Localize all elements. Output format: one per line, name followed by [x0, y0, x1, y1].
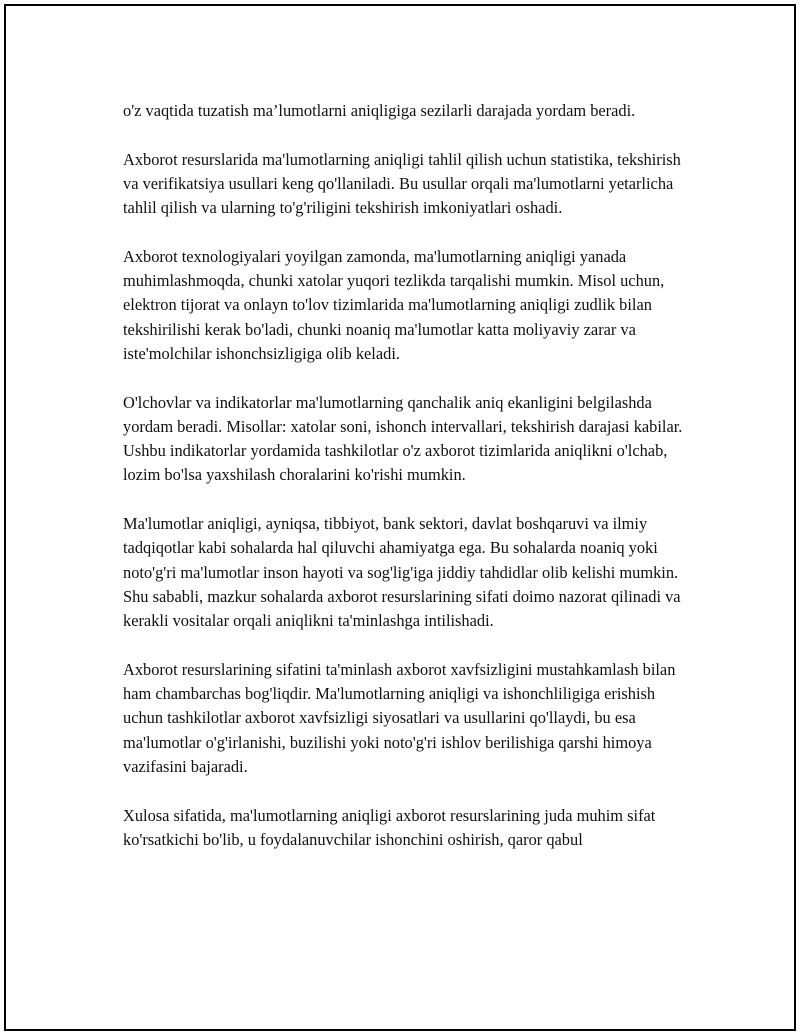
paragraph-3: Axborot texnologiyalari yoyilgan zamonda, ma'lumotlarning aniqligi yanada muhimlashmoqda, chunki xatolar yuqori tezlikda tarqalishi mumkin. Misol uchun, elektron tijorat va onlayn to'lov tizimlarida ma'lumotlarning aniqligi zudlik bilan tekshirilishi kerak bo'ladi, chunki noaniq ma'lumotlar katta moliyaviy zarar va iste'molchilar ishonchsizligiga olib keladi.: [123, 246, 665, 363]
page-frame: [4, 4, 796, 1031]
paragraph-5: Ma'lumotlar aniqligi, ayniqsa, tibbiyot, bank sektori, davlat boshqaruvi va ilmiy tadqiqotlar kabi sohalarda hal qiluvchi ahamiyatga ega. Bu sohalarda noaniq yoki noto'g'ri ma'lumotlar inson hayoti va sog'lig'iga jiddiy tahdidlar olib kelishi mumkin. Shu sababli, mazkur sohalarda axborot resurslarining sifati doimo nazorat qilinadi va kerakli vositalar orqali aniqlikni ta'minlashga intilishadi.: [123, 514, 681, 631]
document-body: [123, 99, 695, 877]
paragraph-4: O'lchovlar va indikatorlar ma'lumotlarning qanchalik aniq ekanligini belgilashda yordam beradi. Misollar: xatolar soni, ishonch intervallari, tekshirish darajasi kabilar. Ushbu indikatorlar yordamida tashkilotlar o'z axborot tizimlarida aniqlikni o'lchab, lozim bo'lsa yaxshilash choralarini ko'rishi mumkin.: [123, 392, 683, 485]
paragraph-7: Xulosa sifatida, ma'lumotlarning aniqligi axborot resurslarining juda muhim sifat ko'rsatkichi bo'lib, u foydalanuvchilar ishonchini oshirish, qaror qabul: [123, 805, 656, 849]
paragraph-1: o'z vaqtida tuzatish ma’lumotlarni aniqligiga sezilarli darajada yordam beradi.: [123, 101, 636, 120]
paragraph-2: Axborot resurslarida ma'lumotlarning aniqligi tahlil qilish uchun statistika, tekshirish va verifikatsiya usullari keng qo'llaniladi. Bu usullar orqali ma'lumotlarni yetarlicha tahlil qilish va ularning to'g'riligini tekshirish imkoniyatlari oshadi.: [123, 149, 681, 218]
paragraph-6: Axborot resurslarining sifatini ta'minlash axborot xavfsizligini mustahkamlash bilan ham chambarchas bog'liqdir. Ma'lumotlarning aniqligi va ishonchliligiga erishish uchun tashkilotlar axborot xavfsizligi siyosatlari va usullarini qo'llaydi, bu esa ma'lumotlar o'g'irlanishi, buzilishi yoki noto'g'ri ishlov berilishiga qarshi himoya vazifasini bajaradi.: [123, 659, 676, 777]
